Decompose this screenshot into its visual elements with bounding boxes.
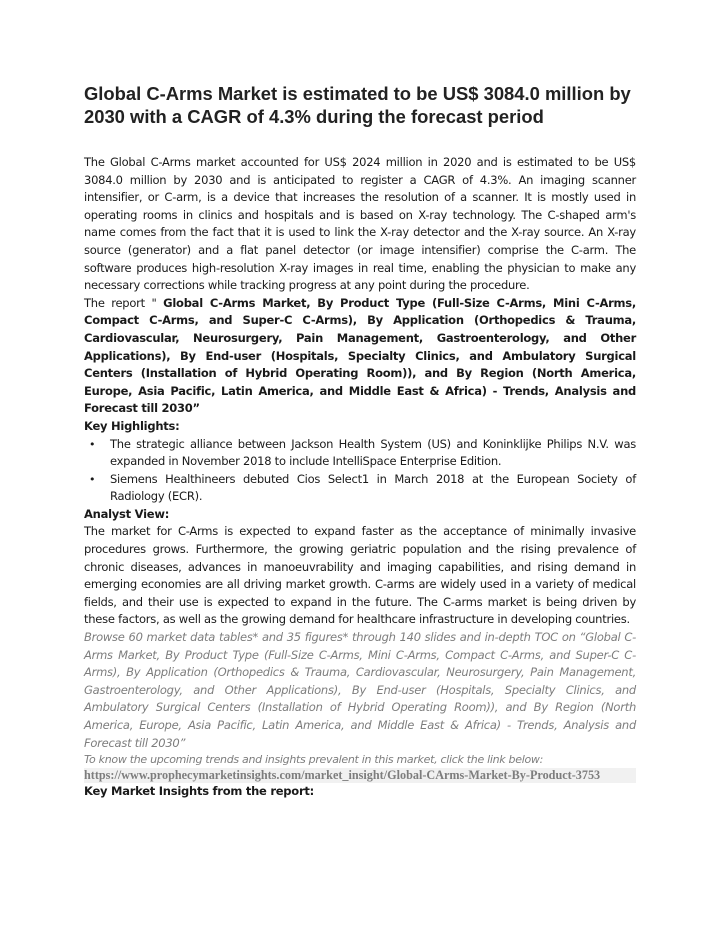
key-highlights-list: [84, 436, 636, 506]
link-intro: To know the upcoming trends and insights prevalent in this market, click the link below:: [84, 753, 543, 767]
browse-paragraph: Browse 60 market data tables* and 35 figures* through 140 slides and in-depth TOC on “Global C-Arms Market, By Product Type (Full-Size C-Arms, Mini C-Arms, Compact C-Arms, and Super-C C-Arms), By Application (Orthopedics & Trauma, Cardiovascular, Neurosurgery, Pain Management, Gastroenterology, and Other Applications), By End-user (Hospitals, Specialty Clinics, and Ambulatory Surgical Centers (Installation of Hybrid Operating Room)), and By Region (North America, Europe, Asia Pacific, Latin America, and Middle East & Africa) - Trends, Analysis and Forecast till 2030”: [84, 630, 636, 750]
key-insights-heading: Key Market Insights from the report:: [84, 784, 314, 799]
list-item: [84, 436, 636, 471]
report-title: Global C-Arms Market, By Product Type (Full-Size C-Arms, Mini C-Arms, Compact C-Arms, and Super-C C-Arms), By Application (Orthopedics & Trauma, Cardiovascular, Neurosurgery, Pain Management, Gastroenterology, and Other Applications), By End-user (Hospitals, Specialty Clinics, and Ambulatory Surgical Centers (Installation of Hybrid Operating Room)), and By Region (North America, Europe, Asia Pacific, Latin America, and Middle East & Africa) - Trends, Analysis and Forecast till 2030”: [84, 295, 636, 416]
report-paragraph: [84, 295, 636, 418]
intro-paragraph: The Global C-Arms market accounted for US$ 2024 million in 2020 and is estimated to be US$ 3084.0 million by 2030 and is anticipated to register a CAGR of 4.3%. An imaging scanner intensifier, or C-arm, is a device that increases the resolution of a scanner. It is mostly used in operating rooms in clinics and hospitals and is based on X-ray technology. The C-shaped arm's name comes from the fact that it is used to link the X-ray detector and the X-ray source. An X-ray source (generator) and a flat panel detector (or image intensifier) comprise the C-arm. The software produces high-resolution X-ray images in real time, enabling the physician to make any necessary corrections while tracking progress at any point during the procedure.: [84, 155, 636, 293]
key-highlights-heading: Key Highlights:: [84, 418, 180, 433]
report-prefix: The report ": [84, 295, 164, 310]
bullet-icon: •: [89, 472, 96, 486]
analyst-view-paragraph: The market for C-Arms is expected to expand faster as the acceptance of minimally invasive procedures grows. Furthermore, the growing geriatric population and the rising prevalence of chronic diseases, advances in manoeuvrability and imaging capabilities, and rising demand in emerging economies are all driving market growth. C-arms are widely used in a variety of medical fields, and their use is expected to expand in the future. The C-arms market is being driven by these factors, as well as the growing demand for healthcare infrastructure in developing countries.: [84, 524, 636, 627]
report-link[interactable]: https://www.prophecymarketinsights.com/market_insight/Global-CArms-Market-By-Product-3753: [84, 768, 636, 783]
bullet-icon: •: [89, 437, 96, 451]
analyst-view-heading: Analyst View:: [84, 506, 170, 521]
highlight-text: Siemens Healthineers debuted Cios Select1 in March 2018 at the European Society of Radiology (ECR).: [110, 471, 636, 504]
highlight-text: The strategic alliance between Jackson Health System (US) and Koninklijke Philips N.V. was expanded in November 2018 to include IntelliSpace Enterprise Edition.: [110, 436, 636, 469]
document-page: [84, 82, 636, 801]
list-item: [84, 471, 636, 506]
page-title: Global C-Arms Market is estimated to be US$ 3084.0 million by 2030 with a CAGR of 4.3% during the forecast period: [84, 83, 631, 127]
